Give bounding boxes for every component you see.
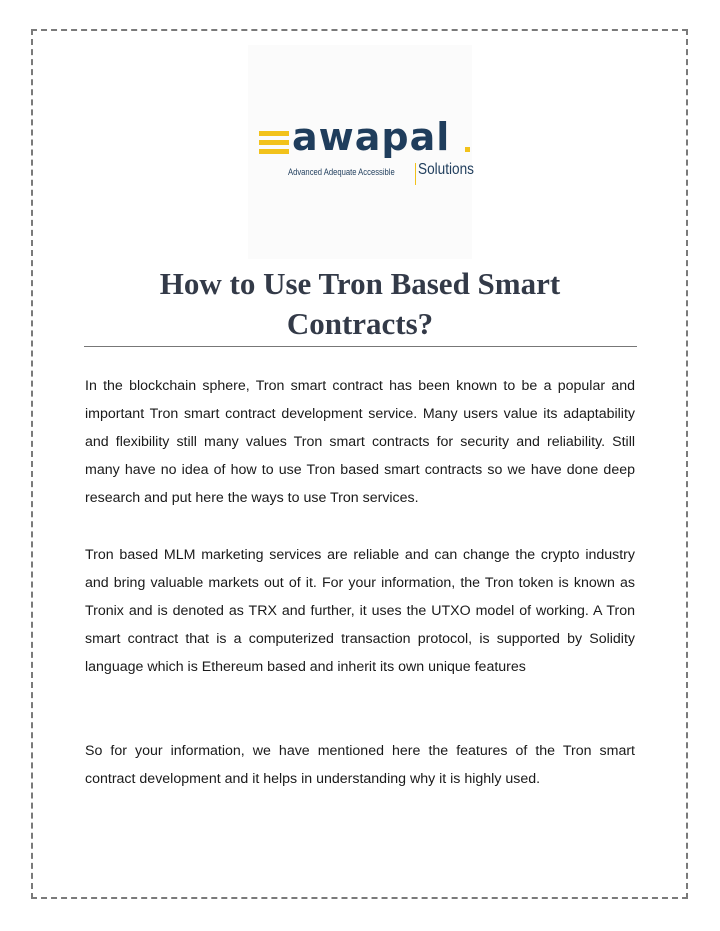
title-divider [84,346,637,347]
company-logo [248,45,472,259]
logo-wordmark: awapal [292,115,451,159]
paragraph-intro: In the blockchain sphere, Tron smart contract has been known to be a popular and important Tron smart contract development service. Many users value its adaptability and flexibility still many values Tron smart contracts for security and reliability. Still many have no idea of how to use Tron based smart contracts so we have done deep research and put here the ways to use Tron services. [85,378,635,506]
logo-separator [415,163,416,185]
logo-dot [465,147,470,152]
document-title: How to Use Tron Based Smart Contracts? [159,266,561,341]
logo-stripes-icon [259,131,289,155]
logo-solutions: Solutions [418,161,474,178]
logo-tagline: Advanced Adequate Accessible [288,167,395,177]
paragraph-features: So for your information, we have mentioned here the features of the Tron smart contract development and it helps in understanding why it is highly used. [85,743,635,787]
paragraph-mlm: Tron based MLM marketing services are reliable and can change the crypto industry and bring valuable markets out of it. For your information, the Tron token is known as Tronix and is denoted as TRX and further, it uses the UTXO model of working. A Tron smart contract that is a computerized transaction protocol, is supported by Solidity language which is Ethereum based and inherit its own unique features [85,547,635,675]
